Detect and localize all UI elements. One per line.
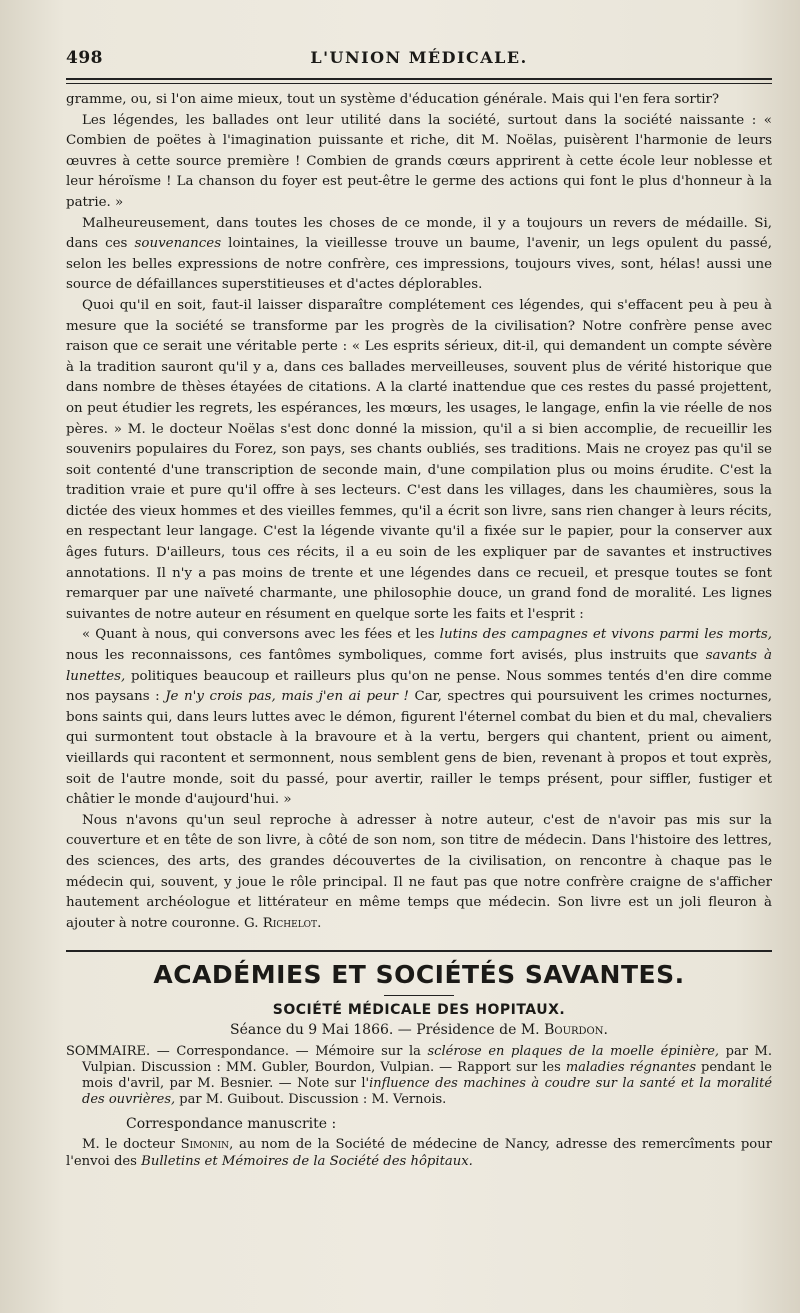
text-span: « Quant à nous, qui conversons avec les fées et les <box>82 627 440 643</box>
text-span: Car, spectres qui poursuivent les crimes nocturnes, bons saints qui, dans leurs luttes avec le démon, figurent l'éternel combat du bien et du mal, chevaliers qui surmontent tout obstacle à la bravoure et à la vertu, bergers qui chantent, prient ou aiment, vieillards qui racontent et sermonnent, nous semblent gens de bien, revenant à propos et tout exprès, soit de l'autre monde, soit du passé, pour avertir, railler le temps présent, pour siffler, fustiger et châtier le monde d'aujourd'hui. » <box>66 689 773 808</box>
paragraph: Quoi qu'il en soit, faut-il laisser disparaître complétement ces légendes, qui s'effacent peu à peu à mesure que la société se transforme par les progrès de la civilisation? Notre confrère pense avec raison que ce serait une véritable perte : « Les esprits sérieux, dit-il, qui demandent un compte sévère à la tradition sauront qu'il y a, dans ces ballades merveilleuses, souvent plus de vérité historique que dans nombre de thèses étayées de citations. A la clarté inattendue que ces restes du passé projettent, on peut étudier les regrets, les espérances, les mœurs, les usages, le langage, enfin la vie réelle de nos pères. » M. le docteur Noëlas s'est donc donné la mission, qu'il a si bien accomplie, de recueillir les souvenirs populaires du Forez, son pays, ses chants oubliés, ses traditions. Mais ne croyez pas qu'il se soit contenté d'une transcription de seconde main, d'une compilation plus ou moins érudite. C'est la tradition vraie et pure qu'il offre à ses lecteurs. C'est dans les villages, dans les chaumières, sous la dictée des vieux hommes et des vieilles femmes, qu'il a écrit son livre, sans rien changer à leurs récits, en respectant leur langage. C'est la légende vivante qu'il a fixée sur le papier, pour la conserver aux âges futurs. D'ailleurs, tous ces récits, il a eu soin de les expliquer par de savantes et instructives annotations. Il n'y a pas moins de trente et une légendes dans ce recueil, et presque toutes se font remarquer par une naïveté charmante, une philosophie douce, un grand fond de moralité. Les lignes suivantes de notre auteur en résument en quelque sorte les faits et l'esprit : <box>66 297 772 622</box>
correspondance-heading: Correspondance manuscrite : <box>126 1116 337 1133</box>
quotation-paragraph <box>66 625 772 810</box>
text-span: Séance du 9 Mai 1866. — Présidence de M. <box>230 1022 545 1039</box>
journal-title: L'UNION MÉDICALE. <box>310 48 528 67</box>
text-span: . <box>603 1022 608 1039</box>
italic-span: Je n'y crois pas, mais j'en ai peur ! <box>165 689 409 705</box>
paragraph <box>66 811 772 935</box>
italic-span: lutins des campagnes et vivons parmi les morts, <box>439 627 773 643</box>
header-rule <box>66 78 772 84</box>
italic-span: maladies régnantes <box>565 1060 696 1076</box>
doctor-name: Simonin <box>180 1137 230 1153</box>
page-number: 498 <box>66 48 103 68</box>
text-span: Nous n'avons qu'un seul reproche à adresser à notre auteur, c'est de n'avoir pas mis sur la couverture et en tête de son livre, à côté de son nom, son titre de médecin. Dans l'histoire des lettres, des sciences, des arts, des grandes découvertes de la civilisation, on rencontre à chaque pas le médecin qui, souvent, y joue le rôle principal. Il ne faut pas que notre confrère craigne de s'afficher hautement archéologue et littérateur en même temps que médecin. Son livre est un joli fleuron à ajouter à notre couronne. <box>66 812 772 931</box>
text-span: politiques beaucoup et railleurs plus qu'on ne pense. Nous sommes tentés d'en dire comme nos paysans : <box>66 668 772 705</box>
seance-line <box>66 1022 772 1038</box>
paragraph: gramme, ou, si l'on aime mieux, tout un système d'éducation générale. Mais qui l'en fera sortir? <box>66 92 720 107</box>
president-name: Bourdon <box>544 1022 604 1039</box>
text-span: nous les reconnaissons, ces fantômes symboliques, comme fort avisés, plus instruits que <box>66 648 706 664</box>
italic-span: sclérose en plaques de la moelle épinière, <box>427 1044 720 1060</box>
author-signature: G. Richelot. <box>244 915 322 931</box>
correspondance-text <box>66 1136 772 1170</box>
section-rule <box>66 950 772 952</box>
italic-span: savants à lunettes, <box>66 648 772 684</box>
italic-span: souvenances <box>134 236 222 252</box>
short-rule <box>384 995 454 996</box>
text-span: M. le docteur <box>82 1137 181 1153</box>
text-span: par M. Vulpian. Discussion : MM. Gubler, Bourdon, Vulpian. — Rapport sur les <box>82 1044 773 1076</box>
article-body <box>66 90 772 934</box>
text-span: pendant le mois d'avril, par M. Besnier. — Note sur l' <box>82 1060 772 1092</box>
text-span: — Correspondance. — Mémoire sur la <box>150 1044 428 1060</box>
italic-span: influence des machines à coudre sur la santé et la moralité des ouvrières, <box>82 1076 773 1108</box>
society-heading: SOCIÉTÉ MÉDICALE DES HOPITAUX. <box>272 1002 566 1019</box>
italic-span: Bulletins et Mémoires de la Société des hôpitaux. <box>141 1154 473 1170</box>
text-span: Malheureusement, dans toutes les choses de ce monde, il y a toujours un revers de médaille. Si, dans ces <box>66 215 772 252</box>
running-header <box>66 40 772 76</box>
text-span: lointaines, la vieillesse trouve un baume, l'avenir, un legs opulent du passé, selon les belles expressions de notre confrère, ces impressions, toujours vives, sont, hélas! aussi une source de défaillances superstitieuses et d'actes déplorables. <box>66 236 772 293</box>
text-span: , au nom de la Société de médecine de Nancy, adresse des remercîments pour l'envoi des <box>66 1137 772 1170</box>
text-span: par M. Guibout. Discussion : M. Vernois. <box>175 1092 447 1108</box>
paragraph: Les légendes, les ballades ont leur utilité dans la société, surtout dans la société naissante : « Combien de poëtes à l'imagination puissante et riche, dit M. Noëlas, puisèrent l'harmonie de leurs œuvres à cette source première ! Combien de grands cœurs apprirent à cette école leur noblesse et leur héroïsme ! La chanson du foyer est peut-être le germe des actions qui font le plus d'honneur à la patrie. » <box>66 112 772 210</box>
paragraph <box>66 214 772 296</box>
sommaire <box>66 1044 772 1108</box>
sommaire-label: SOMMAIRE. <box>66 1044 151 1060</box>
section-title: ACADÉMIES ET SOCIÉTÉS SAVANTES. <box>153 960 685 990</box>
